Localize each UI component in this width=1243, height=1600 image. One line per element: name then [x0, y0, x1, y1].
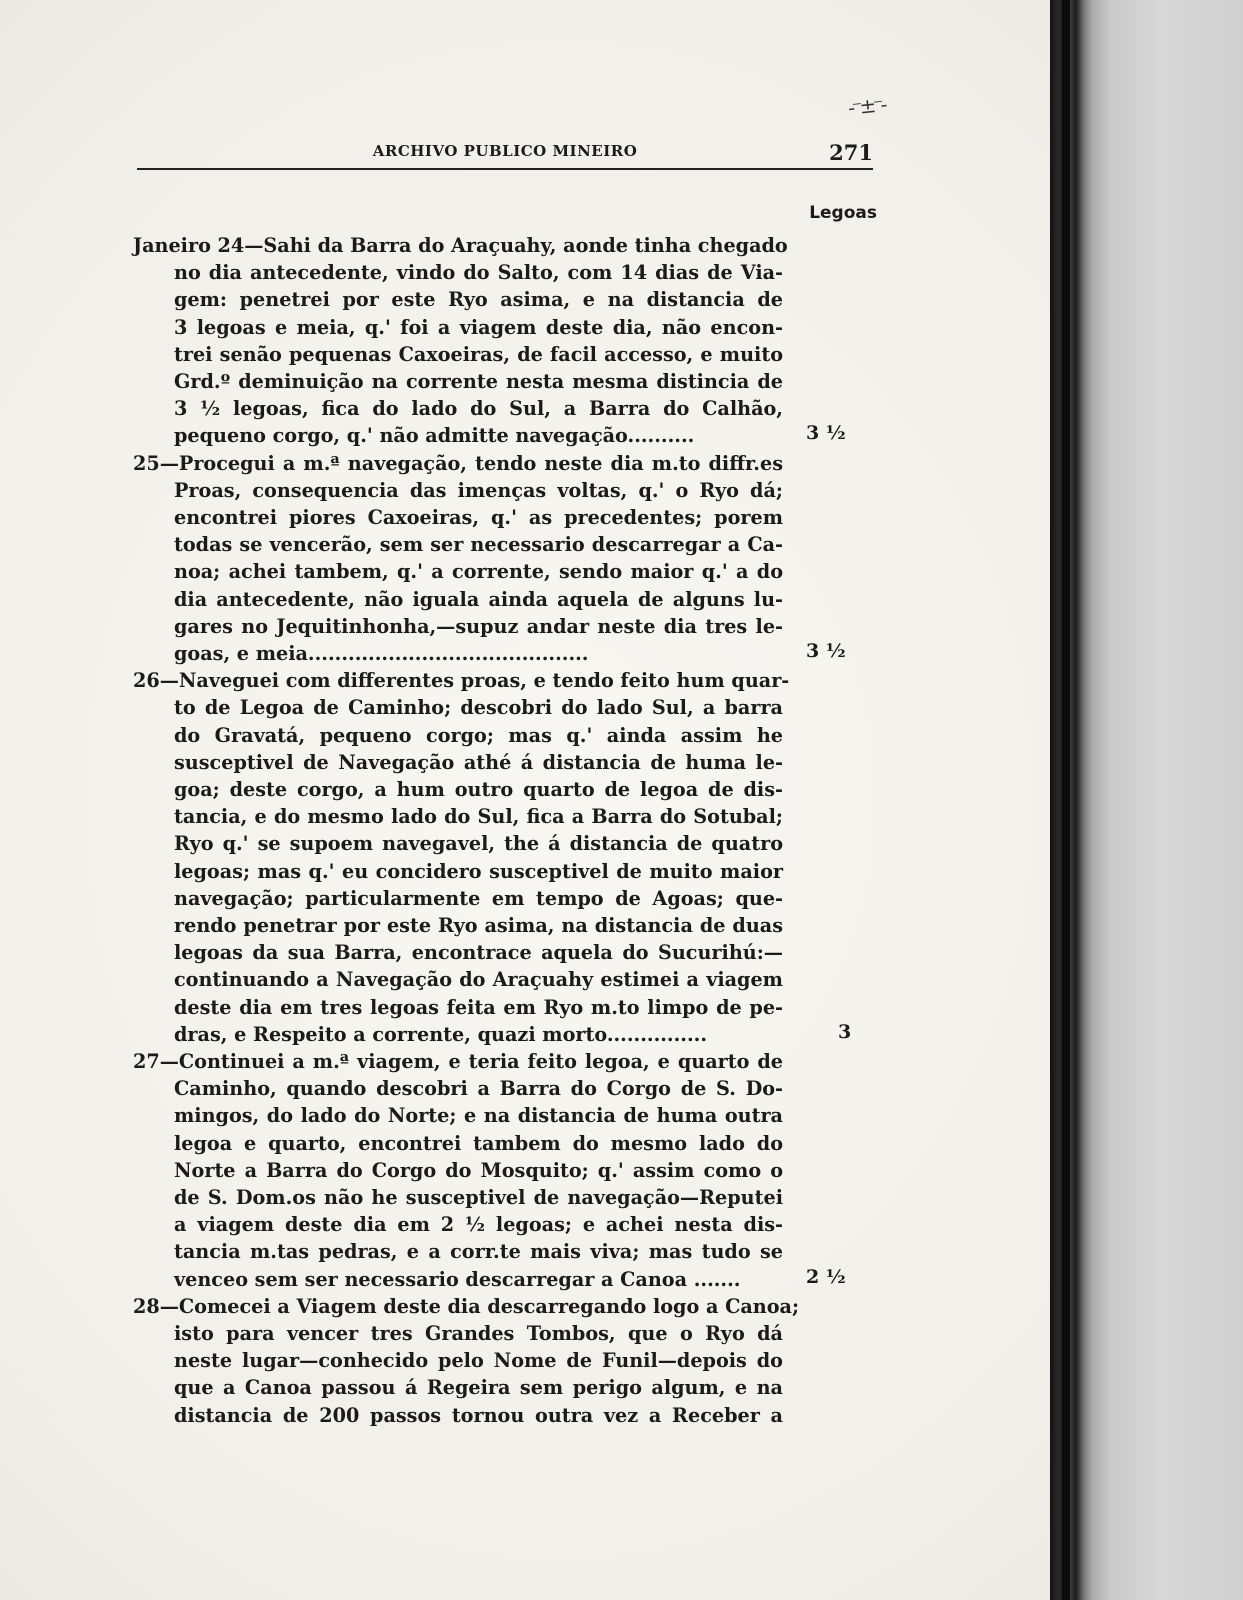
entry-line: Proas, consequencia das imenças voltas, q.' o Ryo dá; [174, 478, 783, 502]
legoas-amount: 2 ½ [806, 1265, 846, 1288]
entry-line: 28—Comecei a Viagem deste dia descarregando logo a Canoa; [133, 1294, 800, 1318]
entry-line: no dia antecedente, vindo do Salto, com 14 dias de Via- [174, 261, 783, 285]
header-rule [137, 168, 873, 170]
book-binding-shadow [1050, 0, 1243, 1600]
entry-line: legoas; mas q.' eu concidero susceptivel de muito maior [174, 859, 783, 883]
entry-line: continuando a Navegação do Araçuahy estimei a viagem [174, 968, 783, 992]
entry-line: Grd.º deminuição na corrente nesta mesma distincia de [174, 370, 783, 393]
entry-line: de S. Dom.os não he susceptivel de navegação—Reputei [174, 1186, 783, 1209]
entry-line: 25—Procegui a m.ª navegação, tendo neste dia m.to diffr.es [133, 451, 783, 475]
legoas-amount: 3 [838, 1020, 852, 1043]
entry-line: do Gravatá, pequeno corgo; mas q.' ainda assim he [174, 723, 783, 747]
binding-edge [1062, 0, 1070, 1600]
entry-line: 27—Continuei a m.ª viagem, e teria feito legoa, e quarto de [133, 1050, 783, 1073]
entry-line: dras, e Respeito a corrente, quazi morto............... [174, 1022, 708, 1046]
running-title: ARCHIVO PUBLICO MINEIRO [372, 142, 638, 160]
entry-line: goas, e meia.......................................... [174, 642, 589, 665]
running-header [137, 140, 873, 180]
entry-line: todas se vencerão, sem ser necessario descarregar a Ca- [174, 533, 783, 557]
entry-line: legoa e quarto, encontrei tambem do mesmo lado do [174, 1131, 783, 1155]
entry-line: gares no Jequitinhonha,—supuz andar neste dia tres le- [174, 614, 783, 638]
entry-line: venceo sem ser necessario descarregar a Canoa ....... [174, 1267, 741, 1291]
page-number: 271 [829, 140, 873, 165]
entry-line: Caminho, quando descobri a Barra do Corgo de S. Do- [174, 1077, 783, 1101]
legoas-column-heading: Legoas [809, 203, 877, 223]
pencil-mark: -⁻±⁻- [846, 92, 886, 120]
entry-line: encontrei piores Caxoeiras, q.' as precedentes; porem [174, 506, 783, 529]
entry-line: 3 ½ legoas, fica do lado do Sul, a Barra do Calhão, [174, 397, 783, 421]
entry-line: to de Legoa de Caminho; descobri do lado Sul, a barra [174, 696, 783, 720]
entry-line: navegação; particularmente em tempo de Agoas; que- [174, 886, 783, 910]
entry-line: gem: penetrei por este Ryo asima, e na distancia de [174, 288, 783, 312]
entry-line: que a Canoa passou á Regeira sem perigo algum, e na [174, 1376, 783, 1400]
entry-line: Ryo q.' se supoem navegavel, the á distancia de quatro [174, 832, 783, 856]
entry-line: tancia m.tas pedras, e a corr.te mais viva; mas tudo se [174, 1240, 783, 1264]
entry-line: distancia de 200 passos tornou outra vez a Receber a [174, 1403, 783, 1427]
entry-line: legoas da sua Barra, encontrace aquela do Sucurihú:— [174, 941, 783, 965]
entry-line: tancia, e do mesmo lado do Sul, fica a Barra do Sotubal; [174, 805, 783, 829]
entry-line: noa; achei tambem, q.' a corrente, sendo maior q.' a do [174, 560, 783, 584]
entry-line: a viagem deste dia em 2 ½ legoas; e achei nesta dis- [174, 1213, 783, 1237]
entry-line: Norte a Barra do Corgo do Mosquito; q.' assim como o [174, 1158, 783, 1182]
entry-line: 3 legoas e meia, q.' foi a viagem deste dia, não encon- [174, 315, 783, 339]
entry-line: goa; deste corgo, a hum outro quarto de legoa de dis- [174, 778, 783, 801]
legoas-amount: 3 ½ [806, 640, 846, 662]
entry-line: deste dia em tres legoas feita em Ryo m.to limpo de pe- [174, 995, 783, 1019]
entry-line: 26—Naveguei com differentes proas, e tendo feito hum quar- [133, 669, 790, 693]
entry-line: susceptivel de Navegação athé á distancia de huma le- [174, 750, 783, 774]
entry-line: dia antecedente, não iguala ainda aquela de alguns lu- [174, 587, 783, 611]
entry-line: Janeiro 24—Sahi da Barra do Araçuahy, aonde tinha chegado [133, 234, 788, 257]
legoas-amount: 3 ½ [806, 422, 846, 445]
entry-line: trei senão pequenas Caxoeiras, de facil accesso, e muito [174, 342, 783, 366]
entry-line: neste lugar—conhecido pelo Nome de Funil—depois do [174, 1349, 783, 1373]
entry-line: pequeno corgo, q.' não admitte navegação.......... [174, 424, 695, 448]
entry-line: rendo penetrar por este Ryo asima, na distancia de duas [174, 914, 783, 937]
entry-line: isto para vencer tres Grandes Tombos, que o Ryo dá [174, 1322, 783, 1345]
entry-line: mingos, do lado do Norte; e na distancia de huma outra [174, 1104, 783, 1128]
